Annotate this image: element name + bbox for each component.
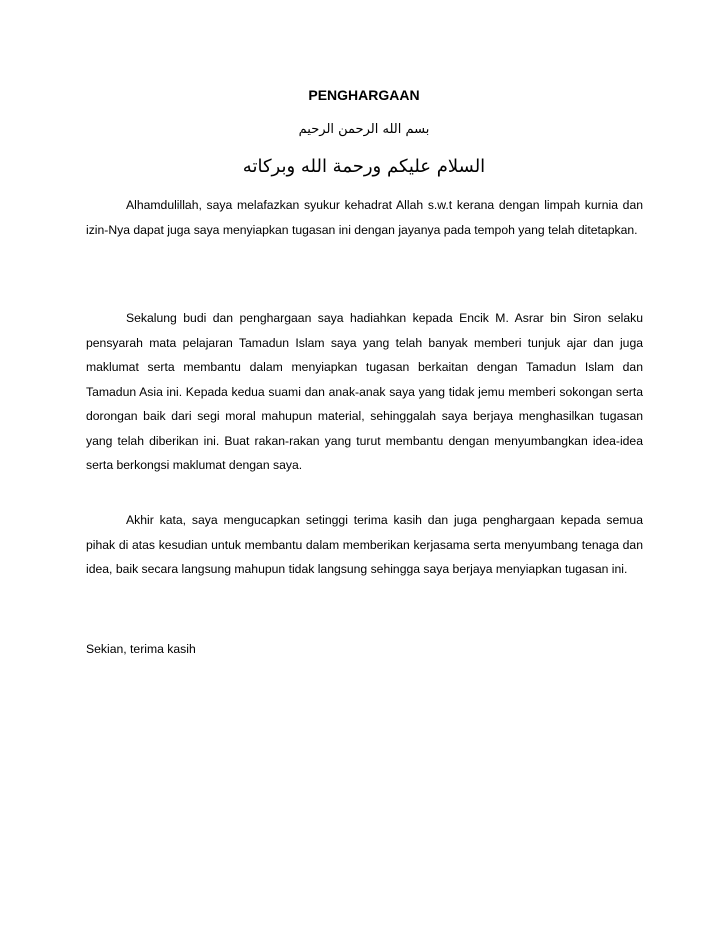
paragraph-closing-remarks: Akhir kata, saya mengucapkan setinggi terima kasih dan juga penghargaan kepada semua pihak di atas kesudian untuk membantu dalam memberikan kerjasama serta menyumbang tenaga dan idea, baik secara langsung mahupun tidak langsung sehingga saya berjaya menyiapkan tugasan ini.	[86, 513, 643, 576]
bismillah-line: بسم الله الرحمن الرحيم	[298, 122, 430, 137]
paragraph-gratitude: Alhamdulillah, saya melafazkan syukur kehadrat Allah s.w.t kerana dengan limpah kurnia dan izin-Nya dapat juga saya menyiapkan tugasan ini dengan jayanya pada tempoh yang telah ditetapkan.	[86, 198, 643, 237]
closing-line: Sekian, terima kasih	[86, 642, 196, 656]
paragraph-acknowledgement: Sekalung budi dan penghargaan saya hadiahkan kepada Encik M. Asrar bin Siron selaku pensyarah mata pelajaran Tamadun Islam saya yang telah banyak memberi tunjuk ajar dan juga maklumat serta membantu dalam menyiapkan tugasan berkaitan dengan Tamadun Islam dan Tamadun Asia ini. Kepada kedua suami dan anak-anak saya yang tidak jemu memberi sokongan serta dorongan baik dari segi moral mahupun material, sehinggalah saya berjaya menghasilkan tugasan yang telah diberikan ini. Buat rakan-rakan yang turut membantu dengan menyumbangkan idea-idea serta berkongsi maklumat dengan saya.	[86, 311, 643, 472]
page-title	[0, 87, 728, 103]
salam-greeting: السلام عليكم ورحمة الله وبركاته	[242, 156, 486, 177]
page-title-text: PENGHARGAAN	[308, 87, 420, 103]
